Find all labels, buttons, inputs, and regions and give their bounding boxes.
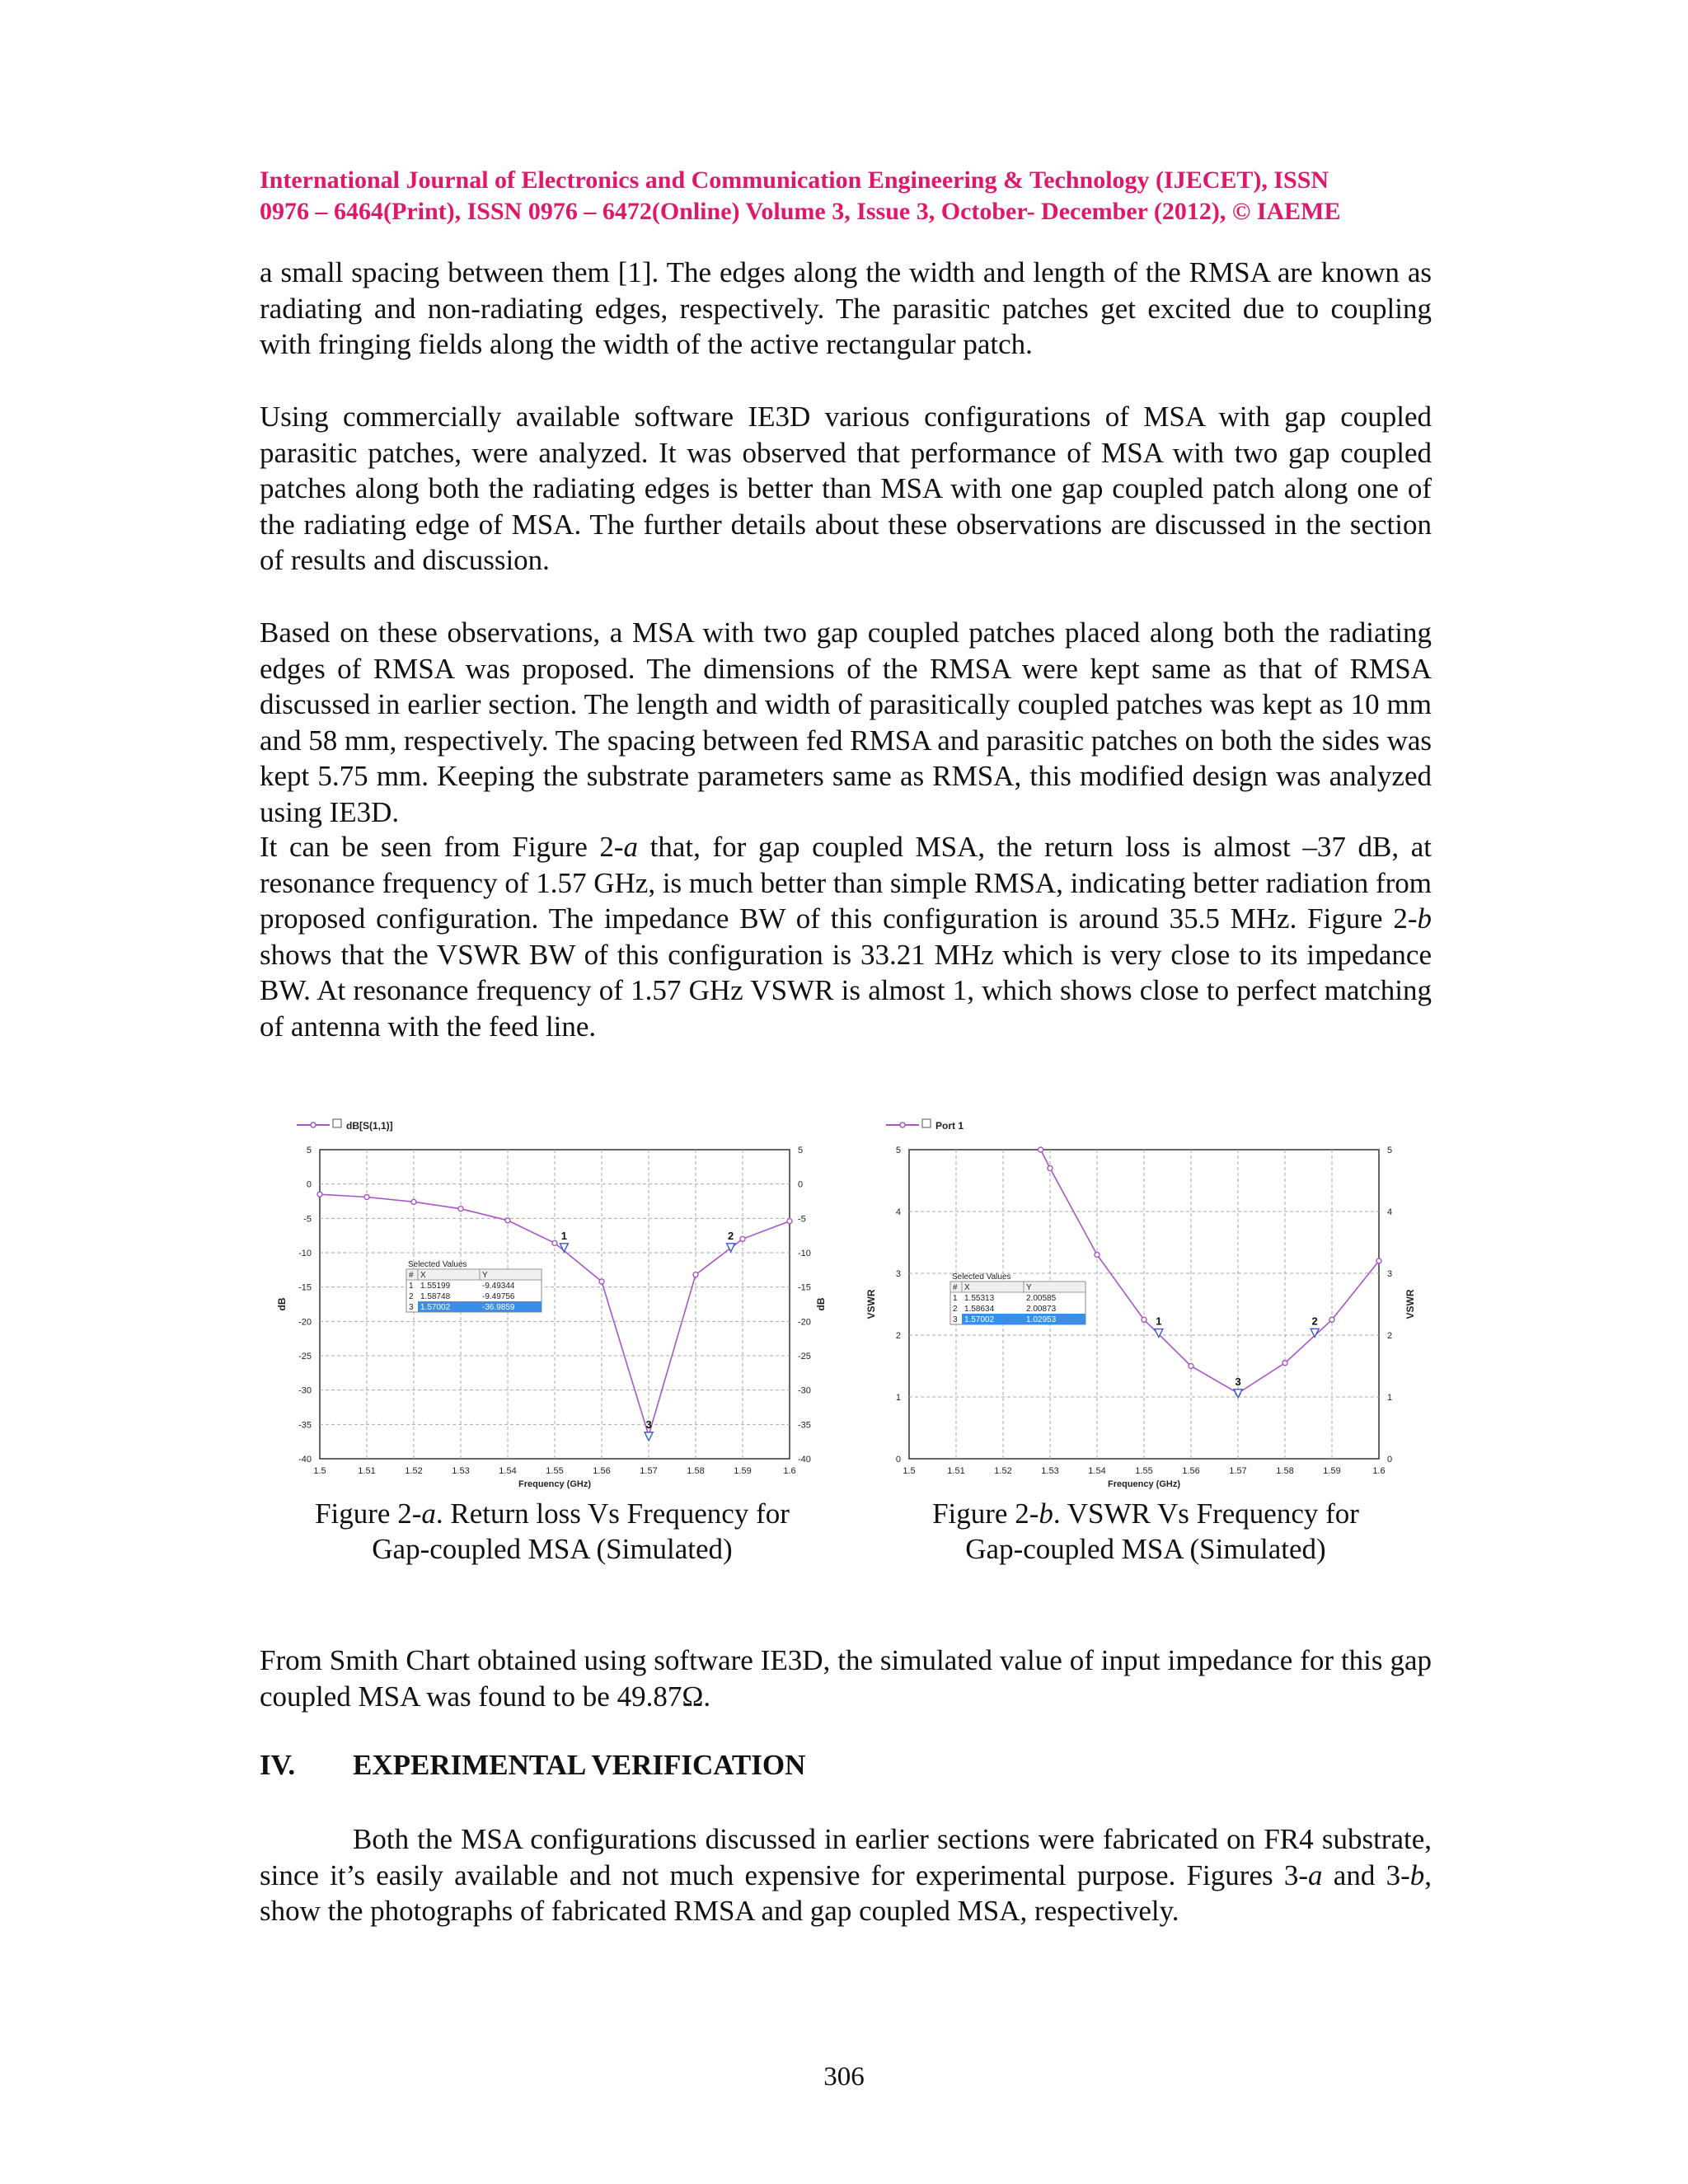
marker-label: 1 [1156,1315,1162,1328]
x-tick-label: 1.57 [640,1466,658,1476]
journal-header [260,165,1430,227]
y-tick-label-left: 2 [895,1331,901,1341]
data-point [505,1218,510,1223]
y-tick-label-left: 0 [306,1179,312,1190]
marker-label: 3 [1235,1375,1241,1388]
text-run: . VSWR Vs Frequency for [1053,1497,1359,1530]
italic-run: a [623,831,639,863]
figure-2a [272,1108,849,1500]
y-tick-label-left: -15 [298,1282,312,1293]
x-tick-label: 1.53 [452,1466,470,1476]
paragraph-6-text [260,1821,1432,1929]
data-point [1095,1253,1100,1258]
table-cell: -36.9859 [482,1303,515,1312]
x-tick-label: 1.53 [1041,1466,1059,1476]
y-tick-label-left: 0 [895,1455,901,1465]
paragraph-6 [260,1821,1432,1929]
journal-header-line-1: International Journal of Electronics and Communication Engineering & Technology (IJECET), ISSN [260,166,1329,194]
table-cell: 1 [409,1282,414,1291]
section-title: EXPERIMENTAL VERIFICATION [353,1749,806,1781]
y-tick-label-right: -40 [798,1455,811,1465]
x-tick-label: 1.55 [546,1466,564,1476]
y-axis-label-left: dB [276,1297,288,1311]
table-cell: 2 [953,1305,958,1314]
data-point [1282,1361,1287,1366]
legend-label: dB[S(1,1)] [346,1120,393,1132]
data-point [458,1207,463,1212]
y-axis-label-right: VSWR [1404,1289,1416,1319]
y-tick-label-right: -35 [798,1420,811,1431]
y-tick-label-right: -25 [798,1352,811,1361]
y-tick-label-left: -35 [298,1420,312,1431]
y-tick-label-right: 1 [1387,1393,1393,1403]
paragraph-2 [260,399,1432,579]
x-tick-label: 1.55 [1135,1466,1153,1476]
y-tick-label-left: -10 [298,1249,312,1258]
marker-label: 3 [645,1418,652,1431]
x-tick-label: 1.51 [947,1466,965,1476]
text-run: It can be seen from Figure 2- [260,831,624,863]
table-header-label: Y [1026,1283,1032,1292]
text-run: and 3- [1322,1858,1410,1891]
section-number: IV. [260,1749,296,1781]
data-point [411,1199,416,1204]
x-tick-label: 1.6 [1372,1466,1386,1476]
y-tick-label-right: 4 [1387,1207,1393,1217]
data-point [1329,1317,1334,1322]
x-tick-label: 1.5 [313,1466,326,1476]
marker-label: 1 [560,1229,567,1242]
y-tick-label-left: -20 [298,1317,312,1328]
y-tick-label-right: -10 [798,1249,811,1258]
paragraph-5 [260,1643,1432,1714]
data-point [787,1219,792,1224]
data-point [364,1195,369,1200]
y-tick-label-left: -25 [298,1352,312,1361]
table-cell: 1 [953,1294,958,1303]
table-header-cell [962,1282,1024,1292]
x-axis-label: Frequency (GHz) [518,1479,592,1489]
y-tick-label-left: 5 [895,1146,901,1155]
figure-2a-caption-line-1 [272,1496,832,1531]
data-point [599,1279,604,1284]
x-tick-label: 1.54 [499,1466,517,1476]
italic-run: b [1417,902,1432,935]
data-point [1039,1147,1043,1152]
x-tick-label: 1.57 [1229,1466,1247,1476]
y-tick-label-right: -15 [798,1282,811,1293]
table-header-label: # [409,1271,414,1280]
paragraph-1 [260,255,1432,363]
data-point [317,1192,322,1197]
table-cell: 1.55313 [964,1294,995,1303]
data-point [740,1236,745,1241]
table-cell: 1.58634 [964,1305,995,1314]
journal-header-line-2: 0976 – 6464(Print), ISSN 0976 – 6472(Online) Volume 3, Issue 3, October- December (2012), © IAEME [260,198,1341,225]
table-title: Selected Values [408,1260,467,1269]
x-tick-label: 1.56 [593,1466,611,1476]
y-tick-label-left: -40 [298,1455,312,1465]
y-tick-label-right: 0 [798,1179,804,1190]
y-tick-label-right: 5 [1387,1146,1393,1155]
y-tick-label-right: -5 [798,1214,806,1225]
table-cell: -9.49756 [482,1292,515,1301]
italic-run: b [1039,1497,1053,1530]
text-run: . Return loss Vs Frequency for [435,1497,790,1530]
x-tick-label: 1.54 [1088,1466,1106,1476]
x-tick-label: 1.59 [734,1466,752,1476]
paragraph-4-text [260,829,1432,1044]
paragraph-4 [260,829,1432,1044]
legend-marker [311,1122,316,1127]
x-tick-label: 1.51 [358,1466,376,1476]
table-cell: 2.00873 [1026,1305,1057,1314]
marker-label: 2 [728,1229,734,1242]
paragraph-2-text: Using commercially available software IE3D various configurations of MSA with gap coupled parasitic patches, were analyzed. It was observed that performance of MSA with two gap coupled patches along both the radiating edges is better than MSA with one gap coupled patch along one of the radiating edge of MSA. The further details about these observations are discussed in the section of results and discussion. [260,401,1432,576]
table-title: Selected Values [952,1272,1011,1282]
x-tick-label: 1.5 [903,1466,916,1476]
table-cell: 2 [409,1292,414,1301]
table-header-cell [480,1269,542,1280]
text-run: Figure 2- [315,1497,422,1530]
data-point [1189,1364,1193,1369]
legend-label: Port 1 [935,1120,964,1132]
legend-checkbox [333,1119,341,1127]
table-cell: 1.02953 [1026,1315,1057,1324]
x-tick-label: 1.58 [1276,1466,1294,1476]
text-run: shows that the VSWR BW of this configuration is 33.21 MHz which is very close to its impedance BW. At resonance frequency of 1.57 GHz VSWR is almost 1, which shows close to perfect matching of antenna with the feed line. [260,938,1432,1043]
data-point [1048,1166,1053,1171]
table-cell: 3 [953,1315,958,1324]
x-axis-label: Frequency (GHz) [1107,1479,1181,1489]
data-point [1376,1258,1381,1263]
italic-run: a [1308,1858,1323,1891]
x-tick-label: 1.52 [994,1466,1012,1476]
table-header-cell [1024,1282,1085,1292]
table-cell: 3 [409,1303,414,1312]
y-tick-label-right: -30 [798,1385,811,1396]
y-tick-label-right: 3 [1387,1269,1393,1279]
y-axis-label-left: VSWR [865,1289,877,1319]
y-tick-label-left: 3 [895,1269,901,1279]
paragraph-3-text: Based on these observations, a MSA with two gap coupled patches placed along both the radiating edges of RMSA was proposed. The dimensions of the RMSA were kept same as that of RMSA discussed in earlier section. The length and width of parasitically coupled patches was kept as 10 mm and 58 mm, respectively. The spacing between fed RMSA and parasitic patches on both the sides was kept 5.75 mm. Keeping the substrate parameters same as RMSA, this modified design was analyzed using IE3D. [260,616,1432,828]
y-axis-label-right: dB [815,1297,827,1311]
paragraph-1-text: a small spacing between them [1]. The edges along the width and length of the RMSA are known as radiating and non-radiating edges, respectively. The parasitic patches get excited due to coupling with fringing fields along the width of the active rectangular patch. [260,256,1432,360]
y-tick-label-left: 4 [895,1207,901,1217]
x-tick-label: 1.58 [687,1466,705,1476]
table-header-label: # [953,1283,958,1292]
table-header-label: X [964,1283,970,1292]
data-point [552,1240,557,1245]
figure-2b-caption-line-2: Gap-coupled MSA (Simulated) [965,1533,1326,1565]
table-header-cell [418,1269,480,1280]
figure-2b [861,1108,1438,1500]
paragraph-5-text: From Smith Chart obtained using software IE3D, the simulated value of input impedance for this gap coupled MSA was found to be 49.87Ω. [260,1644,1432,1713]
figure-2a-caption-line-2: Gap-coupled MSA (Simulated) [372,1533,733,1565]
text-run: that, for gap coupled MSA, the return loss is almost –37 dB, at resonance frequency of 1.57 GHz, is much better than simple RMSA, indicating better radiation from proposed configuration. The impedance BW of this configuration is around 35.5 MHz. Figure 2- [260,831,1432,935]
y-tick-label-right: -20 [798,1317,811,1328]
table-cell: 2.00585 [1026,1294,1057,1303]
figure-2a-caption [272,1496,832,1567]
figure-2b-caption-line-1 [865,1496,1426,1531]
text-run: Both the MSA configurations discussed in earlier sections were fabricated on FR4 substrate, since it’s easily available and not much expensive for experimental purpose. Figures 3- [260,1823,1432,1891]
legend-marker [900,1122,905,1127]
data-point [693,1272,698,1277]
section-heading [260,1749,805,1782]
page-number: 306 [823,2062,865,2092]
italic-run: a [421,1497,436,1530]
text-run: Figure 2- [932,1497,1039,1530]
vswr-chart [861,1108,1438,1500]
table-cell: -9.49344 [482,1282,515,1291]
y-tick-label-left: -30 [298,1385,312,1396]
table-cell: 1.55199 [420,1282,451,1291]
text-run: , show the photographs of fabricated RMSA and gap coupled MSA, respectively. [260,1858,1432,1927]
italic-run: b [1409,1858,1425,1891]
y-tick-label-left: 5 [306,1146,312,1155]
figure-2b-caption [865,1496,1426,1567]
y-tick-label-left: 1 [895,1393,901,1403]
y-tick-label-right: 5 [798,1146,804,1155]
y-tick-label-right: 2 [1387,1331,1393,1341]
table-cell: 1.57002 [420,1303,451,1312]
paragraph-3 [260,615,1432,830]
y-tick-label-right: 0 [1387,1455,1393,1465]
data-point [1142,1317,1146,1322]
x-tick-label: 1.59 [1323,1466,1341,1476]
marker-label: 2 [1311,1315,1318,1328]
x-tick-label: 1.6 [783,1466,796,1476]
x-tick-label: 1.56 [1182,1466,1200,1476]
table-cell: 1.57002 [964,1315,995,1324]
y-tick-label-left: -5 [303,1214,312,1225]
table-header-label: Y [482,1271,488,1280]
table-header-label: X [420,1271,426,1280]
return-loss-chart [272,1108,849,1500]
legend-checkbox [922,1119,931,1127]
x-tick-label: 1.52 [405,1466,423,1476]
table-cell: 1.58748 [420,1292,451,1301]
